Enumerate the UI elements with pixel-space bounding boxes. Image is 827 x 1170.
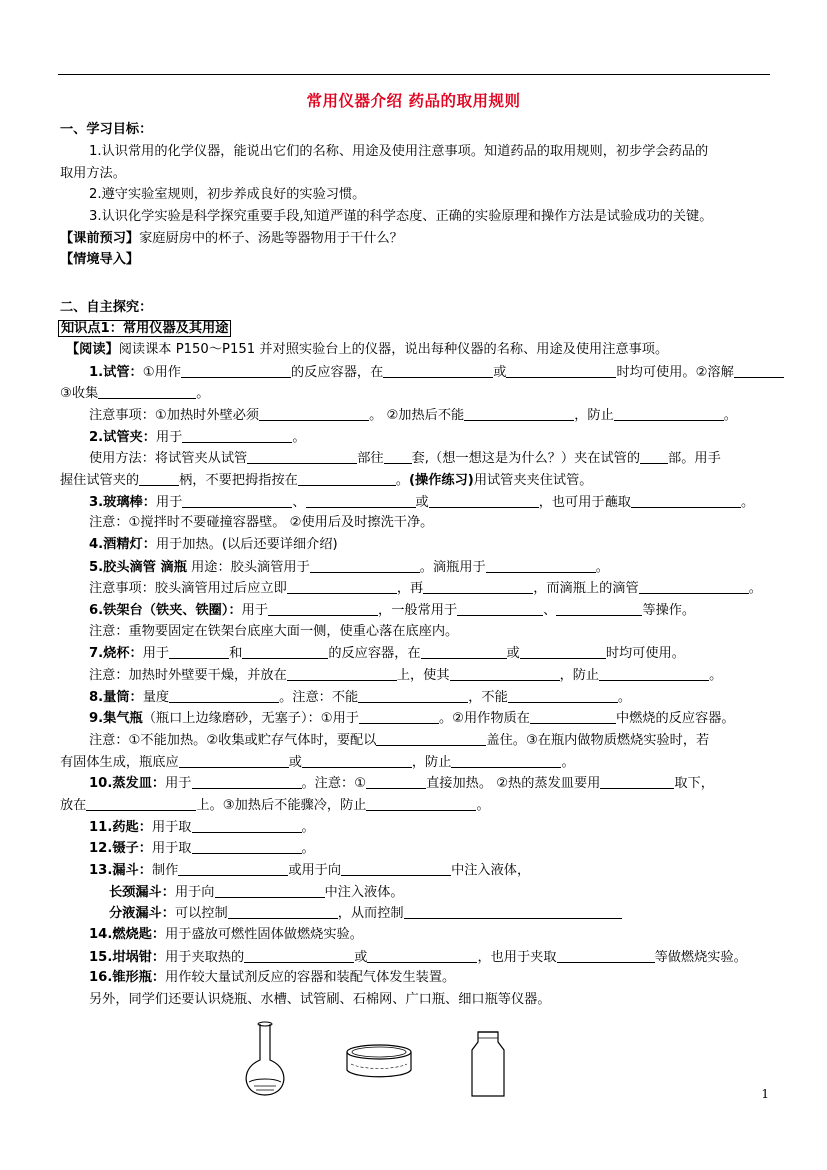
blank bbox=[457, 601, 543, 616]
item-2-usage-cont: 握住试管夹的 柄，不要把拇指按在 。(操作练习)用试管夹夹住试管。 bbox=[60, 473, 593, 488]
blank bbox=[520, 644, 606, 659]
other-instruments: 另外，同学们还要认识烧瓶、水槽、试管刷、石棉网、广口瓶、细口瓶等仪器。 bbox=[89, 992, 551, 1007]
top-rule bbox=[58, 74, 770, 75]
intro-tag: 【情境导入】 bbox=[60, 252, 140, 267]
blank bbox=[86, 796, 196, 811]
item-10-cont: 放在 上。③加热后不能骤冷，防止 。 bbox=[60, 798, 490, 813]
blank bbox=[192, 774, 302, 789]
blank bbox=[451, 753, 561, 768]
section-1-heading: 一、学习目标： bbox=[60, 122, 153, 137]
item-1-cont: ③收集 。 bbox=[60, 386, 210, 401]
item-7: 7.烧杯：用于 和 的反应容器，在 或 时均可使用。 bbox=[89, 646, 685, 661]
item-13: 13.漏斗：制作 或用于向 中注入液体， bbox=[89, 863, 531, 878]
blank bbox=[244, 948, 354, 963]
blank bbox=[242, 644, 328, 659]
item-name: 12.镊子： bbox=[89, 841, 152, 856]
item-name: 1.试管： bbox=[89, 365, 143, 380]
blank bbox=[421, 644, 507, 659]
item-9-note-cont: 有固体生成，瓶底应 或 ，防止 。 bbox=[60, 755, 575, 770]
blank bbox=[508, 688, 618, 703]
page-title: 常用仪器介绍 药品的取用规则 bbox=[306, 92, 521, 110]
blank bbox=[464, 406, 574, 421]
blank bbox=[259, 406, 369, 421]
blank bbox=[310, 558, 420, 573]
item-name: 6.铁架台（铁夹、铁圈）： bbox=[89, 603, 242, 618]
item-3-note: 注意：①搅拌时不要碰撞容器壁。 ②使用后及时擦洗干净。 bbox=[89, 515, 434, 530]
goal-2: 2.遵守实验室规则，初步养成良好的实验习惯。 bbox=[89, 187, 366, 202]
item-name: 8.量筒： bbox=[89, 690, 143, 705]
item-name: 2.试管夹： bbox=[89, 430, 156, 445]
blank bbox=[734, 363, 784, 378]
blank bbox=[179, 753, 289, 768]
goal-1: 1.认识常用的化学仪器，能说出它们的名称、用途及使用注意事项。知道药品的取用规则，初步学会药品的 bbox=[89, 144, 709, 159]
blank bbox=[404, 904, 622, 919]
blank bbox=[287, 666, 397, 681]
blank bbox=[247, 449, 357, 464]
blank bbox=[98, 384, 196, 399]
item-name: 13.漏斗： bbox=[89, 863, 152, 878]
item-name: 14.燃烧匙： bbox=[89, 927, 166, 942]
item-14: 14.燃烧匙：用于盛放可燃性固体做燃烧实验。 bbox=[89, 927, 363, 942]
item-5-note: 注意事项：胶头滴管用过后应立即 ，再 ，而滴瓶上的滴管 。 bbox=[89, 581, 762, 596]
item-name: 7.烧杯： bbox=[89, 646, 143, 661]
blank bbox=[376, 731, 486, 746]
blank bbox=[192, 818, 302, 833]
page-number: 1 bbox=[761, 1087, 769, 1101]
item-10: 10.蒸发皿：用于 。注意：① 直接加热。 ②热的蒸发皿要用 取下， bbox=[89, 776, 714, 791]
blank bbox=[228, 904, 338, 919]
blank bbox=[215, 883, 325, 898]
item-4: 4.酒精灯：用于加热。(以后还要详细介绍) bbox=[89, 537, 338, 552]
item-1: 1.试管：①用作 的反应容器，在 或 时均可使用。②溶解 bbox=[89, 363, 784, 382]
preview-line bbox=[60, 230, 403, 248]
blank bbox=[640, 449, 668, 464]
item-name: 10.蒸发皿： bbox=[89, 776, 166, 791]
knowledge-point-1 bbox=[58, 320, 231, 338]
blank bbox=[383, 363, 493, 378]
blank bbox=[423, 579, 533, 594]
blank bbox=[556, 601, 642, 616]
blank bbox=[287, 579, 397, 594]
blank bbox=[557, 948, 655, 963]
item-9: 9.集气瓶（瓶口上边缘磨砂，无塞子）：①用于 。②用作物质在 中燃烧的反应容器。 bbox=[89, 711, 735, 726]
blank bbox=[306, 493, 416, 508]
blank bbox=[506, 363, 616, 378]
item-name: 11.药匙： bbox=[89, 820, 152, 835]
item-5: 5.胶头滴管 滴瓶 用途：胶头滴管用于 。滴瓶用于 。 bbox=[89, 560, 609, 575]
blank bbox=[302, 753, 412, 768]
blank bbox=[182, 493, 292, 508]
item-7-note: 注意：加热时外壁要干燥，并放在 上，使其 ，防止 。 bbox=[89, 668, 723, 683]
blank bbox=[366, 774, 426, 789]
item-12: 12.镊子：用于取 。 bbox=[89, 841, 315, 856]
blank bbox=[600, 774, 674, 789]
water-trough-drawing bbox=[343, 1042, 415, 1082]
blank bbox=[178, 861, 288, 876]
goal-3: 3.认识化学实验是科学探究重要手段,知道严谨的科学态度、正确的实验原理和操作方法是试验成功的关键。 bbox=[89, 209, 713, 224]
item-16: 16.锥形瓶：用作较大量试剂反应的容器和装配气体发生装置。 bbox=[89, 970, 456, 985]
round-flask-drawing bbox=[240, 1020, 290, 1100]
blank bbox=[359, 709, 439, 724]
item-1-note: 注意事项：①加热时外壁必须 。 ②加热后不能 ，防止 。 bbox=[89, 408, 737, 423]
item-8: 8.量筒：量度 。注意：不能 ，不能 。 bbox=[89, 690, 631, 705]
goal-1-cont: 取用方法。 bbox=[60, 166, 126, 181]
blank bbox=[429, 493, 539, 508]
blank bbox=[192, 839, 302, 854]
blank bbox=[614, 406, 724, 421]
item-13-separatory: 分液漏斗：可以控制 ，从而控制 bbox=[109, 904, 622, 923]
blank bbox=[599, 666, 709, 681]
item-6-note: 注意：重物要固定在铁架台底座大面一侧，使重心落在底座内。 bbox=[89, 624, 459, 639]
item-2: 2.试管夹：用于 。 bbox=[89, 430, 306, 445]
blank bbox=[182, 428, 292, 443]
read-text: 阅读课本 P150～P151 并对照实验台上的仪器，说出每种仪器的名称、用途及使用注意事项。 bbox=[118, 342, 669, 357]
blank bbox=[268, 601, 378, 616]
preview-text: 家庭厨房中的杯子、汤匙等器物用于干什么？ bbox=[139, 231, 403, 246]
blank bbox=[367, 948, 477, 963]
blank bbox=[341, 861, 451, 876]
blank bbox=[169, 688, 279, 703]
section-2-heading: 二、自主探究： bbox=[60, 300, 153, 315]
item-6: 6.铁架台（铁夹、铁圈）：用于 ，一般常用于 、 等操作。 bbox=[89, 603, 696, 618]
blank bbox=[139, 471, 179, 486]
read-line bbox=[66, 341, 668, 359]
blank bbox=[450, 666, 560, 681]
preview-tag: 【课前预习】 bbox=[60, 231, 140, 246]
read-tag: 【阅读】 bbox=[66, 342, 119, 357]
blank bbox=[639, 579, 749, 594]
blank bbox=[384, 449, 412, 464]
knowledge-point-box: 知识点1：常用仪器及其用途 bbox=[58, 320, 231, 337]
item-name: 5.胶头滴管 滴瓶 bbox=[89, 560, 187, 575]
item-name: 4.酒精灯： bbox=[89, 537, 156, 552]
blank bbox=[631, 493, 741, 508]
blank bbox=[366, 796, 476, 811]
item-name: 16.锥形瓶： bbox=[89, 970, 166, 985]
blank bbox=[169, 644, 229, 659]
item-name: 3.玻璃棒： bbox=[89, 495, 156, 510]
item-name: 9.集气瓶 bbox=[89, 711, 143, 726]
blank bbox=[530, 709, 616, 724]
blank bbox=[298, 471, 396, 486]
item-3: 3.玻璃棒：用于 、 或 ，也可用于蘸取 。 bbox=[89, 495, 755, 510]
wide-mouth-bottle-drawing bbox=[466, 1026, 510, 1102]
item-13-long-neck: 长颈漏斗：用于向 中注入液体。 bbox=[109, 885, 404, 900]
blank bbox=[358, 688, 468, 703]
blank bbox=[181, 363, 291, 378]
item-9-note: 注意：①不能加热。②收集或贮存气体时，要配以 盖住。③在瓶内做物质燃烧实验时，若 bbox=[89, 733, 710, 748]
item-15: 15.坩埚钳：用于夹取热的 或 ，也用于夹取 等做燃烧实验。 bbox=[89, 950, 747, 965]
blank bbox=[486, 558, 596, 573]
item-name: 15.坩埚钳： bbox=[89, 950, 166, 965]
item-2-usage: 使用方法：将试管夹从试管 部往 套,（想一想这是为什么？）夹在试管的 部。用手 bbox=[89, 451, 721, 466]
item-11: 11.药匙：用于取 。 bbox=[89, 820, 315, 835]
